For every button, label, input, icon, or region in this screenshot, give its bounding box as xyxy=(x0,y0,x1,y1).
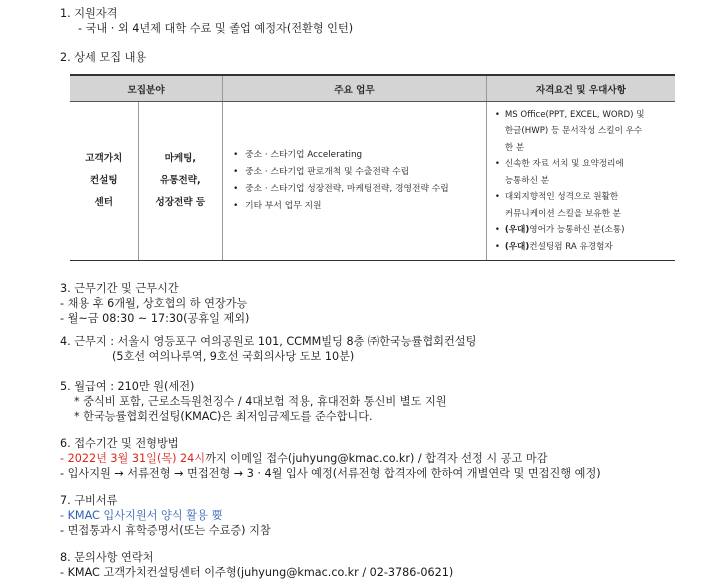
section-documents xyxy=(60,493,271,538)
requirement-line: 능통하신 분 xyxy=(504,175,550,186)
section-title: 2. 상세 모집 내용 xyxy=(60,51,147,64)
section-line: - 면접통과시 휴학증명서(또는 수료증) 지참 xyxy=(60,524,271,537)
preference-tag: (우대) xyxy=(504,241,530,252)
duty-list xyxy=(223,147,486,215)
requirement-line: • MS Office(PPT, EXCEL, WORD) 및 xyxy=(504,109,645,120)
requirements-list xyxy=(487,107,675,256)
field-center-line: 센터 xyxy=(94,197,114,208)
requirement-line: 커뮤니케이션 스킬을 보유한 분 xyxy=(504,208,621,219)
section-line: * 한국능률협회컨설팅(KMAC)은 최저임금제도를 준수합니다. xyxy=(74,410,373,423)
field-area-line: 마케팅, xyxy=(164,153,197,164)
duty-item: • 중소 · 스타기업 판로개척 및 수출전략 수립 xyxy=(233,164,486,181)
duty-item: • 기타 부서 업무 지원 xyxy=(233,198,486,215)
section-title: 4. 근무지 : 서울시 영등포구 여의공원로 101, CCMM빌딩 8층 ㈜한국능률협회컨설팅 xyxy=(60,335,477,348)
header-requirements: 자격요건 및 우대사항 xyxy=(486,75,675,102)
duty-cell xyxy=(223,102,487,261)
section-eligibility xyxy=(60,6,353,36)
section-title: 5. 월급여 : 210만 원(세전) xyxy=(60,380,195,393)
field-area-line: 유통전략, xyxy=(159,175,201,186)
section-application xyxy=(60,436,601,481)
preference-tag: (우대) xyxy=(504,225,530,236)
preference-item xyxy=(495,222,675,239)
section-line: - 채용 후 6개월, 상호협의 하 연장가능 xyxy=(60,297,248,310)
section-title: 7. 구비서류 xyxy=(60,494,118,507)
section-line: - 월~금 08:30 ~ 17:30(공휴일 제외) xyxy=(60,312,250,325)
deadline-rest: 까지 이메일 접수(juhyung@kmac.co.kr) / 합격자 선정 시 공고 마감 xyxy=(205,452,548,465)
requirement-line: 한글(HWP) 등 문서작성 스킬이 우수 xyxy=(504,126,643,137)
section-title: 3. 근무기간 및 근무시간 xyxy=(60,282,179,295)
header-duty: 주요 업무 xyxy=(223,75,487,102)
section-work-period xyxy=(60,281,249,326)
section-line: - 입사지원 → 서류전형 → 면접전형 → 3 · 4월 입사 예정(서류전형 합격자에 한하여 개별연락 및 면접진행 예정) xyxy=(60,467,601,480)
section-title: 8. 문의사항 연락처 xyxy=(60,551,154,564)
requirements-cell xyxy=(486,102,675,261)
section-details xyxy=(60,50,146,65)
header-field: 모집분야 xyxy=(70,75,223,102)
requirement-line: • 대외지향적인 성격으로 원활한 xyxy=(504,192,619,203)
field-area-cell xyxy=(138,102,223,261)
section-line xyxy=(60,451,601,466)
field-center-cell xyxy=(70,102,138,261)
preference-text: 영어가 능통하신 분(소통) xyxy=(529,225,625,236)
section-line: - KMAC 고객가치컨설팅센터 이주형(juhyung@kmac.co.kr / 02-3786-0621) xyxy=(60,566,454,579)
field-center-line: 컨설팅 xyxy=(89,175,118,186)
field-area-line: 성장전략 등 xyxy=(155,197,206,208)
requirement-item xyxy=(495,156,675,189)
deadline-text: - 2022년 3월 31일(목) 24시 xyxy=(60,452,206,465)
duty-item: • 중소 · 스타기업 성장전략, 마케팅전략, 경영전략 수립 xyxy=(233,181,486,198)
section-contact xyxy=(60,550,453,580)
requirement-line: • 신속한 자료 서치 및 요약정리에 xyxy=(504,159,624,170)
preference-text: 컨설팅펌 RA 유경험자 xyxy=(529,241,613,252)
table-header-row xyxy=(70,75,675,102)
duty-item: • 중소 · 스타기업 Accelerating xyxy=(233,147,486,164)
section-salary xyxy=(60,379,447,424)
requirement-item xyxy=(495,107,675,157)
section-title: 1. 지원자격 xyxy=(60,7,118,20)
application-form-link[interactable]: - KMAC 입사지원서 양식 활용 要 xyxy=(60,509,223,522)
section-line: * 중식비 포함, 근로소득원천징수 / 4대보험 적용, 휴대전화 통신비 별도 지원 xyxy=(74,395,447,408)
recruit-table xyxy=(70,74,675,261)
section-line: (5호선 여의나루역, 9호선 국회의사당 도보 10분) xyxy=(112,350,355,363)
requirement-line: 한 분 xyxy=(504,142,525,153)
section-location xyxy=(60,334,476,364)
section-line: - 국내 · 외 4년제 대학 수료 및 졸업 예정자(전환형 인턴) xyxy=(78,22,354,35)
table-row xyxy=(70,102,675,261)
section-title: 6. 접수기간 및 전형방법 xyxy=(60,437,179,450)
requirement-item xyxy=(495,189,675,222)
field-center-line: 고객가치 xyxy=(85,153,123,164)
preference-item xyxy=(495,239,675,256)
